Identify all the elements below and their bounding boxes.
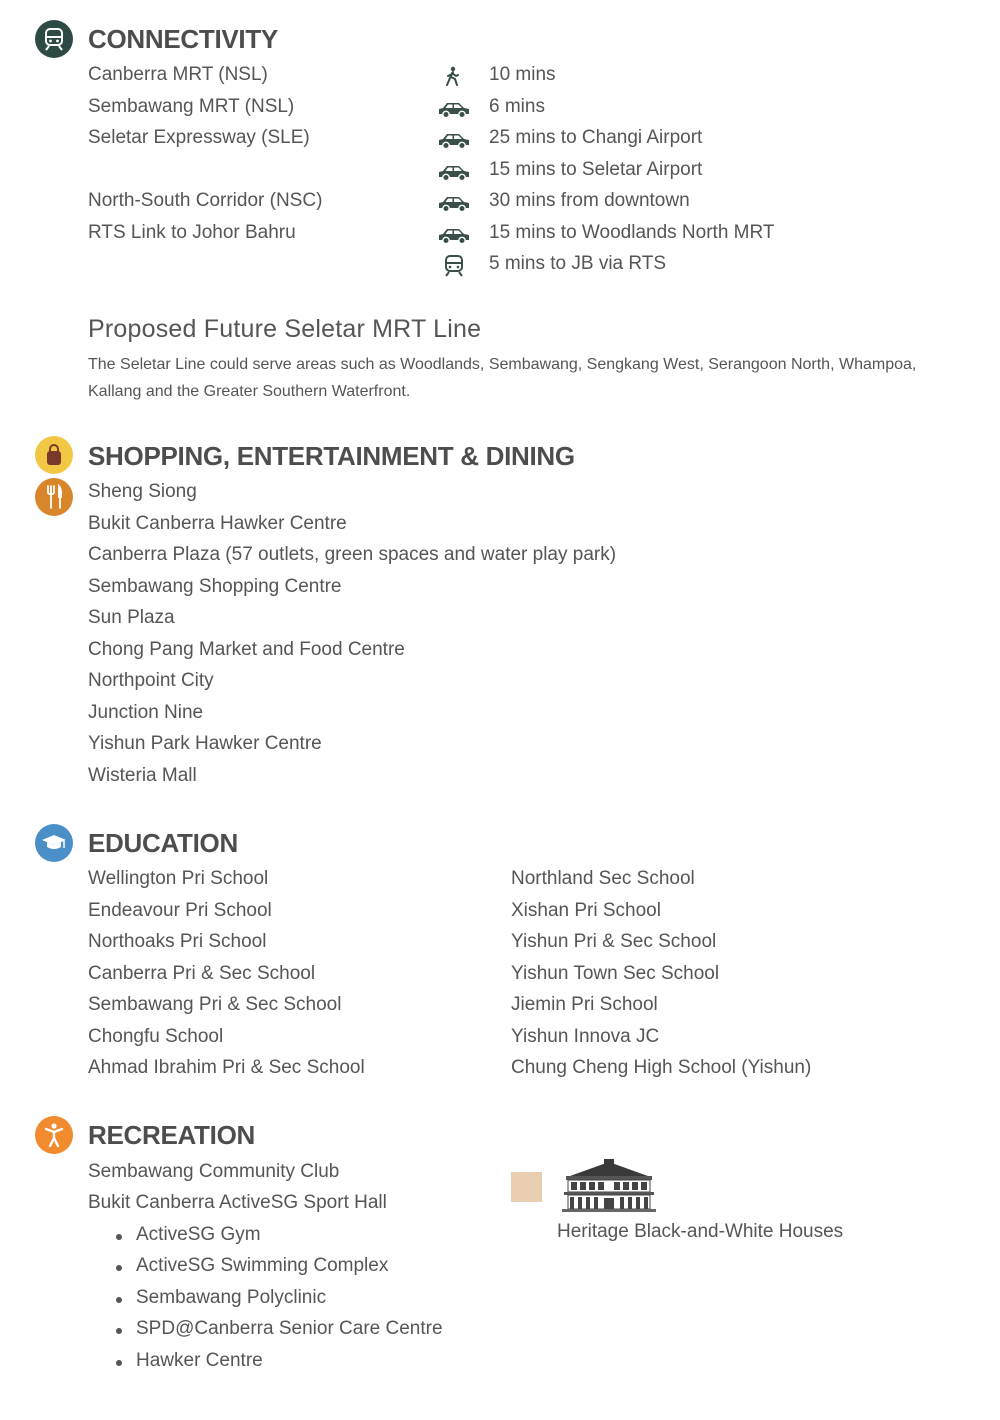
bullet: [116, 1328, 122, 1334]
bullet: [116, 1265, 122, 1271]
shopping-heading: SHOPPING, ENTERTAINMENT & DINING: [88, 441, 575, 471]
school-item: Chung Cheng High School (Yishun): [511, 1057, 812, 1078]
school-item: Chongfu School: [88, 1026, 224, 1047]
school-item: Wellington Pri School: [88, 868, 269, 889]
travel-time: 30 mins from downtown: [489, 190, 690, 211]
shopping-item: Chong Pang Market and Food Centre: [88, 639, 405, 660]
shopping-item: Junction Nine: [88, 702, 204, 723]
travel-time: 6 mins: [489, 96, 545, 117]
bullet: [116, 1360, 122, 1366]
connectivity-heading: CONNECTIVITY: [88, 24, 278, 54]
school-item: Yishun Pri & Sec School: [511, 931, 717, 952]
school-item: Yishun Innova JC: [511, 1026, 660, 1047]
graduation-cap-icon: [35, 824, 73, 862]
travel-time: 15 mins to Woodlands North MRT: [489, 222, 775, 243]
recreation-item: Bukit Canberra ActiveSG Sport Hall: [88, 1192, 387, 1213]
legend-swatch: [511, 1172, 542, 1202]
school-item: Canberra Pri & Sec School: [88, 963, 316, 984]
school-item: Xishan Pri School: [511, 900, 661, 921]
proposed-line-description: The Seletar Line could serve areas such as Woodlands, Sembawang, Sengkang West, Serangoon North, Whampoa, Kallang and the Greater Southern Waterfront.: [88, 356, 917, 400]
school-item: Endeavour Pri School: [88, 900, 272, 921]
recreation-sub-item: ActiveSG Swimming Complex: [136, 1255, 389, 1276]
travel-time: 5 mins to JB via RTS: [489, 253, 667, 274]
school-item: Jiemin Pri School: [511, 994, 658, 1015]
shopping-item: Northpoint City: [88, 670, 214, 691]
car-icon: [437, 130, 471, 150]
school-item: Northland Sec School: [511, 868, 695, 889]
connectivity-place: North-South Corridor (NSC): [88, 190, 323, 211]
recreation-heading: RECREATION: [88, 1120, 255, 1150]
walk-icon: [437, 66, 471, 86]
connectivity-place: Sembawang MRT (NSL): [88, 96, 295, 117]
shopping-item: Wisteria Mall: [88, 765, 197, 786]
recreation-sub-item: Sembawang Polyclinic: [136, 1287, 327, 1308]
shopping-item: Sheng Siong: [88, 481, 197, 502]
recreation-item: Sembawang Community Club: [88, 1161, 340, 1182]
shopping-item: Sembawang Shopping Centre: [88, 576, 342, 597]
education-heading: EDUCATION: [88, 828, 238, 858]
car-icon: [437, 99, 471, 119]
shopping-bag-icon: [35, 436, 73, 474]
travel-time: 15 mins to Seletar Airport: [489, 159, 703, 180]
school-item: Sembawang Pri & Sec School: [88, 994, 342, 1015]
train-icon: [35, 20, 73, 58]
car-icon: [437, 225, 471, 245]
recreation-sub-item: ActiveSG Gym: [136, 1224, 261, 1245]
car-icon: [437, 162, 471, 182]
connectivity-place: Seletar Expressway (SLE): [88, 127, 310, 148]
connectivity-place: Canberra MRT (NSL): [88, 64, 268, 85]
school-item: Yishun Town Sec School: [511, 963, 720, 984]
bullet: [116, 1297, 122, 1303]
travel-time: 10 mins: [489, 64, 556, 85]
recreation-sub-item: SPD@Canberra Senior Care Centre: [136, 1318, 443, 1339]
heritage-house-icon: [560, 1158, 658, 1214]
car-icon: [437, 193, 471, 213]
bullet: [116, 1234, 122, 1240]
school-item: Northoaks Pri School: [88, 931, 267, 952]
connectivity-place: RTS Link to Johor Bahru: [88, 222, 296, 243]
recreation-sub-item: Hawker Centre: [136, 1350, 263, 1371]
heritage-label: Heritage Black-and-White Houses: [557, 1221, 844, 1242]
cutlery-icon: [35, 478, 73, 516]
shopping-item: Sun Plaza: [88, 607, 175, 628]
school-item: Ahmad Ibrahim Pri & Sec School: [88, 1057, 365, 1078]
person-active-icon: [35, 1116, 73, 1154]
shopping-item: Bukit Canberra Hawker Centre: [88, 513, 347, 534]
shopping-item: Yishun Park Hawker Centre: [88, 733, 322, 754]
shopping-item: Canberra Plaza (57 outlets, green spaces and water play park): [88, 544, 617, 565]
travel-time: 25 mins to Changi Airport: [489, 127, 703, 148]
proposed-line-title: Proposed Future Seletar MRT Line: [88, 315, 482, 343]
train-icon: [437, 255, 471, 277]
